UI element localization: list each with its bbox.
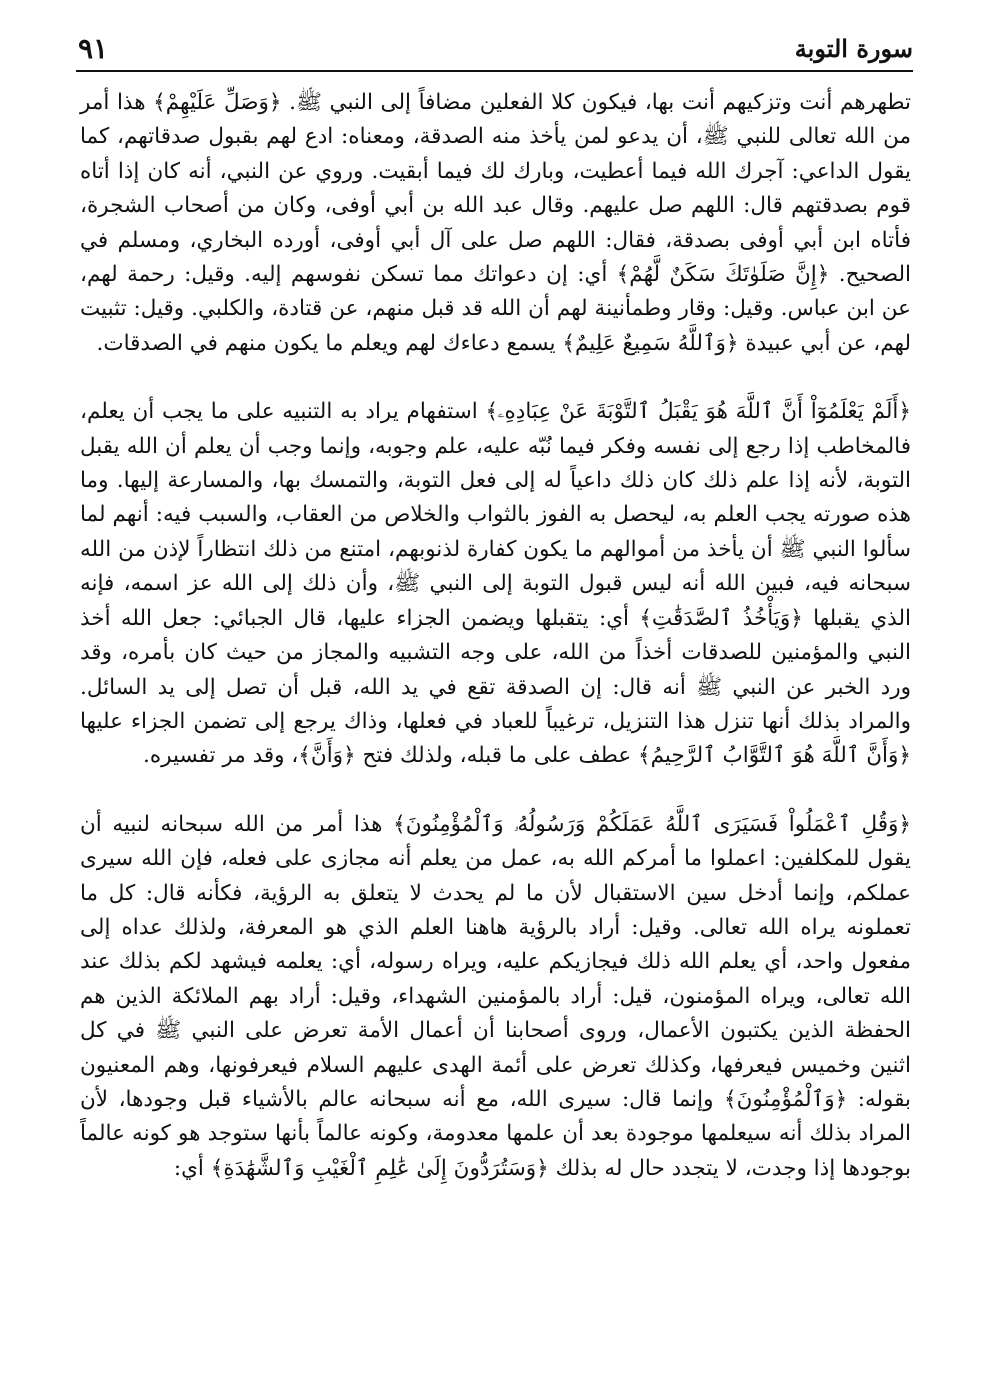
paragraph-gap	[80, 361, 911, 395]
header-rule	[76, 70, 913, 72]
paragraph-1: تطهرهم أنت وتزكيهم أنت بها، فيكون كلا الفعلين مضافاً إلى النبي ﷺ. ﴿وَصَلِّ عَلَيْهِمْ﴾ هذا أمر من الله تعالى للنبي ﷺ، أن يدعو لمن يأخذ منه الصدقة، ومعناه: ادع لهم بقبول صدقاتهم، كما يقول الداعي: آجرك الله فيما أعطيت، وبارك لك فيما أبقيت. وروي عن النبي، أنه كان إذا أتاه قوم بصدقتهم قال: اللهم صل عليهم. وقال عبد الله بن أبي أوفى، وكان من أصحاب الشجرة، فأتاه ابن أبي أوفى بصدقة، فقال: اللهم صل على آل أبي أوفى، أورده البخاري، ومسلم في الصحيح. ﴿إِنَّ صَلَوٰتَكَ سَكَنٌ لَّهُمْ﴾ أي: إن دعواتك مما تسكن نفوسهم إليه. وقيل: رحمة لهم، عن ابن عباس. وقيل: وقار وطمأنينة لهم أن الله قد قبل منهم، عن قتادة، والكلبي. وقيل: تثبيت لهم، عن أبي عبيدة ﴿وَٱللَّهُ سَمِيعٌ عَلِيمٌ﴾ يسمع دعاءك لهم ويعلم ما يكون منهم في الصدقات.	[80, 90, 911, 356]
page-number: ٩١	[78, 31, 109, 65]
paragraph-3: ﴿وَقُلِ ٱعْمَلُواْ فَسَيَرَى ٱللَّهُ عَمَلَكُمْ وَرَسُولُهُۥ وَٱلْمُؤْمِنُونَ﴾ هذا أمر من الله سبحانه لنبيه أن يقول للمكلفين: اعملوا ما أمركم الله به، عمل من يعلم أنه مجازى على فعله، فإن الله سيرى عملكم، وإنما أدخل سين الاستقبال لأن ما لم يحدث لا يتعلق به الرؤية، فكأنه قال: كل ما تعملونه يراه الله تعالى. وقيل: أراد بالرؤية هاهنا العلم الذي هو المعرفة، ولذلك عداه إلى مفعول واحد، أي يعلم الله ذلك فيجازيكم عليه، ويراه رسوله، أي: يعلمه فيشهد لكم بذلك عند الله تعالى، ويراه المؤمنون، قيل: أراد بالمؤمنين الشهداء، وقيل: أراد بهم الملائكة الذين هم الحفظة الذين يكتبون الأعمال، وروى أصحابنا أن أعمال الأمة تعرض على النبي ﷺ في كل اثنين وخميس فيعرفها، وكذلك تعرض على أئمة الهدى عليهم السلام فيعرفونها، وهم المعنيون بقوله: ﴿وَٱلْمُؤْمِنُونَ﴾ وإنما قال: سيرى الله، مع أنه سبحانه عالم بالأشياء قبل وجودها، لأن المراد بذلك أنه سيعلمها موجودة بعد أن علمها معدومة، وكونه عالماً بأنها ستوجد هو كونه عالماً بوجودها إذا وجدت، لا يتجدد حال له بذلك ﴿وَسَتُرَدُّونَ إِلَىٰ عَٰلِمِ ٱلْغَيْبِ وَٱلشَّهَٰدَةِ﴾ أي:	[80, 811, 911, 1181]
paragraph-gap	[80, 774, 911, 808]
surah-title: سورة التوبة	[794, 33, 913, 63]
page-body	[80, 86, 911, 1186]
paragraph-2: ﴿أَلَمْ يَعْلَمُوٓاْ أَنَّ ٱللَّهَ هُوَ يَقْبَلُ ٱلتَّوْبَةَ عَنْ عِبَادِهِۦ﴾ استفهام يراد به التنبيه على ما يجب أن يعلم، فالمخاطب إذا رجع إلى نفسه وفكر فيما نُبّه عليه، علم وجوبه، وإنما وجب أن يعلم أن الله يقبل التوبة، لأنه إذا علم ذلك كان ذلك داعياً له إلى فعل التوبة، والتمسك بها، والمسارعة إليها. وما هذه صورته يجب العلم به، ليحصل به الفوز بالثواب والخلاص من العقاب، والسبب فيه: أنهم لما سألوا النبي ﷺ أن يأخذ من أموالهم ما يكون كفارة لذنوبهم، امتنع من ذلك انتظاراً لإذن من الله سبحانه فيه، فبين الله أنه ليس قبول التوبة إلى النبي ﷺ، وأن ذلك إلى الله عز اسمه، فإنه الذي يقبلها ﴿وَيَأْخُذُ ٱلصَّدَقَٰتِ﴾ أي: يتقبلها ويضمن الجزاء عليها، قال الجبائي: جعل الله أخذ النبي والمؤمنين للصدقات أخذاً من الله، على وجه التشبيه والمجاز من حيث كان بأمره، وقد ورد الخبر عن النبي ﷺ أنه قال: إن الصدقة تقع في يد الله، قبل أن تصل إلى يد السائل. والمراد بذلك أنها تنزل هذا التنزيل، ترغيباً للعباد في فعلها، وذاك يرجع إلى تضمن الجزاء عليها ﴿وَأَنَّ ٱللَّهَ هُوَ ٱلتَّوَّابُ ٱلرَّحِيمُ﴾ عطف على ما قبله، ولذلك فتح ﴿وَأَنَّ﴾، وقد مر تفسيره.	[80, 399, 912, 769]
page-header	[78, 28, 913, 68]
